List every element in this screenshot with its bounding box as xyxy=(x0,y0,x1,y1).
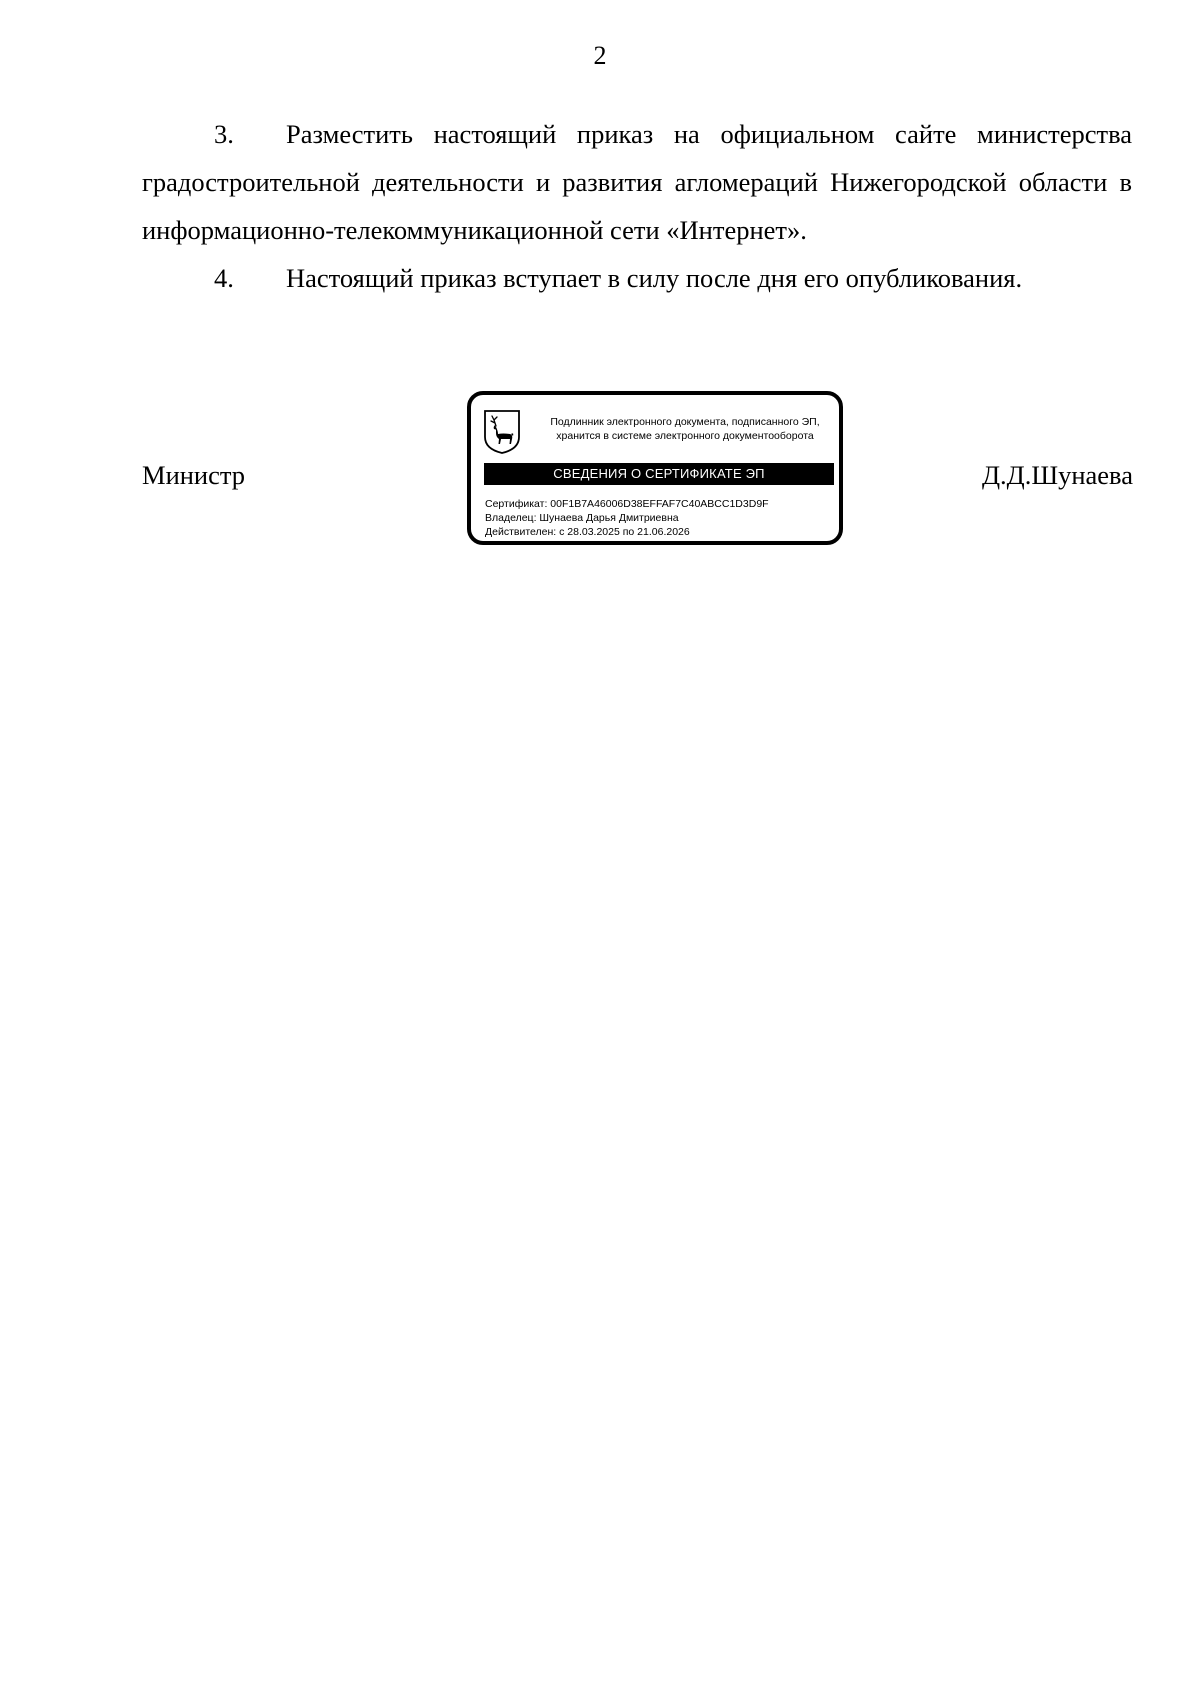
paragraph-item xyxy=(142,110,1132,254)
certificate-validity: Действителен: с 28.03.2025 по 21.06.2026 xyxy=(485,526,690,538)
deer-coat-of-arms-icon xyxy=(483,409,521,455)
page-number: 2 xyxy=(593,41,607,70)
certificate-number: Сертификат: 00F1B7A46006D38EFFAF7C40ABCC1D3D9F xyxy=(485,498,769,510)
paragraph-text: Настоящий приказ вступает в силу после дня его опубликования. xyxy=(286,263,1023,293)
stamp-certificate-info xyxy=(485,497,835,539)
signatory-position: Министр xyxy=(142,460,246,490)
signatory-name: Д.Д.Шунаева xyxy=(981,460,1133,490)
stamp-header-line: хранится в системе электронного документооборота xyxy=(556,430,814,442)
paragraph-item xyxy=(142,254,1132,302)
stamp-header-line: Подлинник электронного документа, подписанного ЭП, xyxy=(550,416,820,428)
paragraph-text: Разместить настоящий приказ на официальном сайте министерства градостроительной деятельности и развития агломераций Нижегородской области в информационно-телекоммуникационной сети «Интернет». xyxy=(142,119,1132,245)
paragraph-number: 3. xyxy=(214,119,234,149)
paragraph-number: 4. xyxy=(214,263,234,293)
certificate-owner: Владелец: Шунаева Дарья Дмитриевна xyxy=(485,512,679,524)
stamp-title-bar: СВЕДЕНИЯ О СЕРТИФИКАТЕ ЭП xyxy=(484,463,834,485)
electronic-signature-stamp xyxy=(467,391,843,545)
document-body xyxy=(142,110,1132,302)
stamp-header xyxy=(529,415,841,443)
